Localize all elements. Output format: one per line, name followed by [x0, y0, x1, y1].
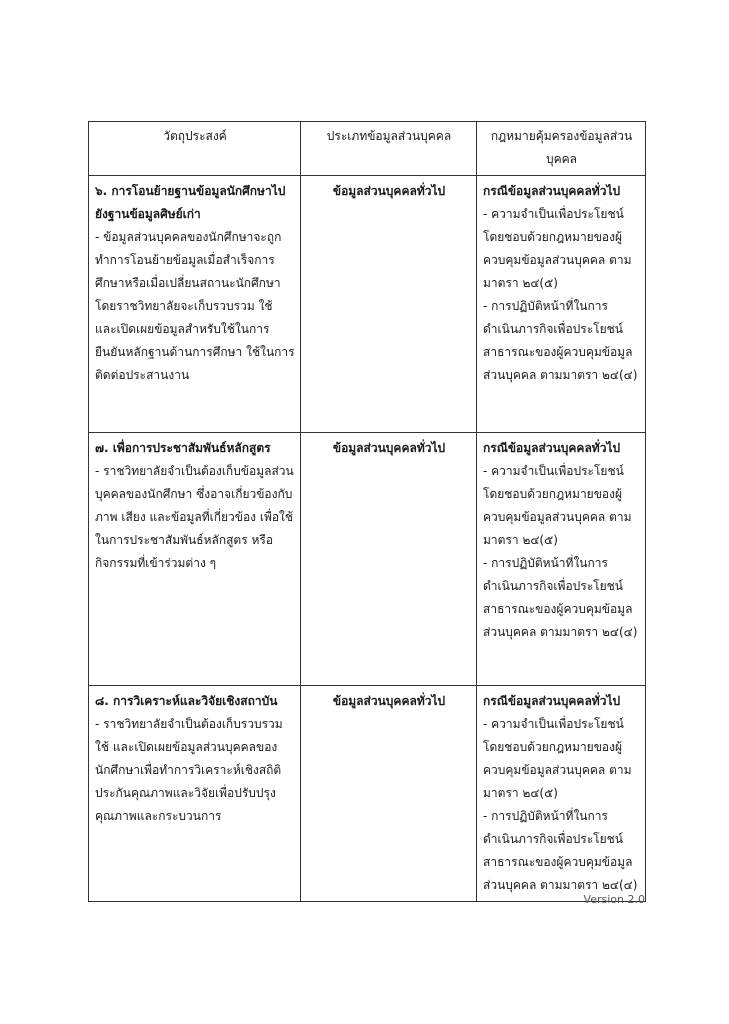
data-type-cell: [301, 176, 477, 433]
legal-basis-cell: [477, 176, 646, 433]
legal-basis-title: กรณีข้อมูลส่วนบุคคลทั่วไป: [483, 184, 621, 198]
objective-cell: [89, 433, 301, 686]
legal-basis-item: - การปฏิบัติหน้าที่ในการดำเนินภารกิจเพื่อประโยชน์สาธารณะของผู้ควบคุมข้อมูลส่วนบุคคล ตามมาตรา ๒๔(๔): [483, 809, 638, 892]
legal-basis-item: - ความจำเป็นเพื่อประโยชน์โดยชอบด้วยกฎหมายของผู้ควบคุมข้อมูลส่วนบุคคล ตามมาตรา ๒๔(๕): [483, 464, 632, 547]
data-type-cell: [301, 686, 477, 902]
header-data-type: ประเภทข้อมูลส่วนบุคคล: [301, 122, 477, 176]
pdpa-purpose-table: [88, 121, 646, 902]
table-row: [89, 176, 646, 433]
header-legal-basis: กฎหมายคุ้มครองข้อมูลส่วนบุคคล: [477, 122, 646, 176]
legal-basis-item: - การปฏิบัติหน้าที่ในการดำเนินภารกิจเพื่อประโยชน์สาธารณะของผู้ควบคุมข้อมูลส่วนบุคคล ตามมาตรา ๒๔(๔): [483, 299, 638, 382]
objective-cell: [89, 176, 301, 433]
objective-description: - ข้อมูลส่วนบุคคลของนักศึกษาจะถูกทำการโอนย้ายข้อมูลเมื่อสำเร็จการศึกษาหรือเมื่อเปลี่ยนสถานะนักศึกษา โดยราชวิทยาลัยจะเก็บรวบรวม ใช้ และเปิดเผยข้อมูลสำหรับใช้ในการยืนยันหลักฐานด้านการศึกษา ใช้ในการติดต่อประสานงาน: [95, 230, 295, 382]
table-row: [89, 433, 646, 686]
objective-description: - ราชวิทยาลัยจำเป็นต้องเก็บข้อมูลส่วนบุคคลของนักศึกษา ซึ่งอาจเกี่ยวข้องกับภาพ เสียง และข้อมูลที่เกี่ยวข้อง เพื่อใช้ในการประชาสัมพันธ์หลักสูตร หรือกิจกรรมที่เข้าร่วมต่าง ๆ: [95, 464, 294, 570]
legal-basis-item: - ความจำเป็นเพื่อประโยชน์โดยชอบด้วยกฎหมายของผู้ควบคุมข้อมูลส่วนบุคคล ตามมาตรา ๒๔(๕): [483, 207, 632, 290]
objective-description: - ราชวิทยาลัยจำเป็นต้องเก็บรวบรวม ใช้ และเปิดเผยข้อมูลส่วนบุคคลของนักศึกษาเพื่อทำการวิเคราะห์เชิงสถิติประกันคุณภาพและวิจัยเพื่อปรับปรุงคุณภาพและกระบวนการ: [95, 717, 283, 823]
objective-cell: [89, 686, 301, 902]
legal-basis-item: - การปฏิบัติหน้าที่ในการดำเนินภารกิจเพื่อประโยชน์สาธารณะของผู้ควบคุมข้อมูลส่วนบุคคล ตามมาตรา ๒๔(๔): [483, 556, 638, 639]
objective-title: ๘. การวิเคราะห์และวิจัยเชิงสถาบัน: [95, 694, 278, 708]
data-type-text: ข้อมูลส่วนบุคคลทั่วไป: [332, 694, 446, 708]
data-type-cell: [301, 433, 477, 686]
header-objective: วัตถุประสงค์: [89, 122, 301, 176]
table-header-row: [89, 122, 646, 176]
legal-basis-cell: [477, 433, 646, 686]
legal-basis-title: กรณีข้อมูลส่วนบุคคลทั่วไป: [483, 441, 621, 455]
objective-title: ๖. การโอนย้ายฐานข้อมูลนักศึกษาไปยังฐานข้อมูลศิษย์เก่า: [95, 184, 286, 221]
data-type-text: ข้อมูลส่วนบุคคลทั่วไป: [332, 441, 446, 455]
legal-basis-item: - ความจำเป็นเพื่อประโยชน์โดยชอบด้วยกฎหมายของผู้ควบคุมข้อมูลส่วนบุคคล ตามมาตรา ๒๔(๕): [483, 717, 632, 800]
legal-basis-cell: [477, 686, 646, 902]
legal-basis-title: กรณีข้อมูลส่วนบุคคลทั่วไป: [483, 694, 621, 708]
version-label: Version 2.0: [583, 893, 645, 906]
table-row: [89, 686, 646, 902]
objective-title: ๗. เพื่อการประชาสัมพันธ์หลักสูตร: [95, 441, 271, 455]
data-type-text: ข้อมูลส่วนบุคคลทั่วไป: [332, 184, 446, 198]
